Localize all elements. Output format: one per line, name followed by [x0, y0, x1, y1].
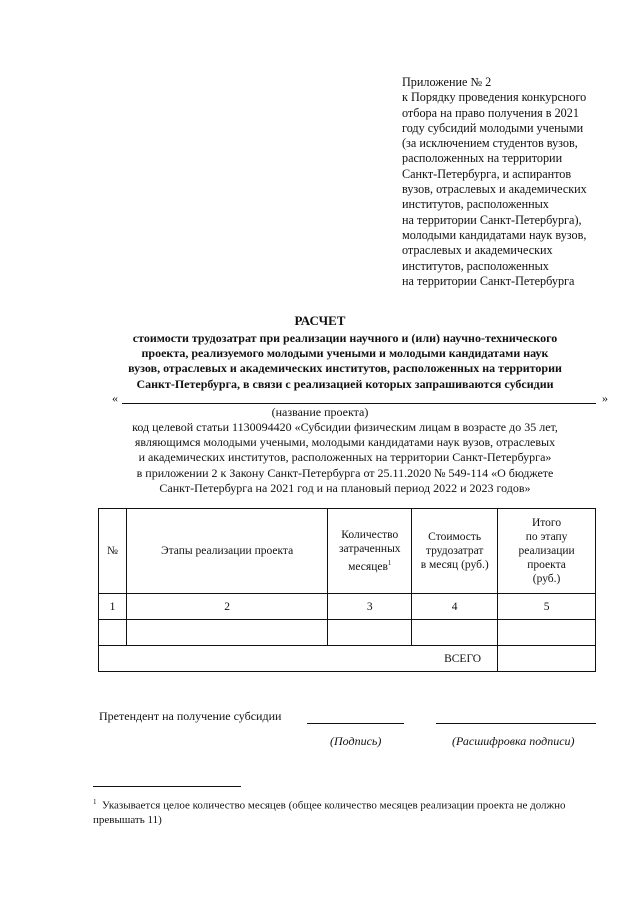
header-months-line: Количество [341, 529, 399, 542]
code-line: код целевой статьи 1130094420 «Субсидии физическим лицам в возрасте до 35 лет, [132, 420, 558, 434]
table-cell[interactable] [498, 620, 596, 646]
appendix-line: институтов, расположенных [402, 197, 549, 212]
code-line: и академических институтов, расположенных на территории Санкт-Петербурга» [138, 450, 552, 465]
header-total-line: проекта [527, 559, 566, 571]
col-number-cell: 5 [498, 594, 596, 620]
code-line: в приложении 2 к Закону Санкт-Петербурга от 25.11.2020 № 549-114 «О бюджете [136, 465, 554, 480]
table-cell[interactable] [126, 620, 327, 646]
subtitle-line: Санкт-Петербурга, в связи с реализацией которых запрашиваются субсидии [136, 376, 554, 391]
header-stages: Этапы реализации проекта [126, 509, 327, 594]
header-cost-line: в месяц (руб.) [420, 559, 489, 571]
header-months-line: затраченных [338, 543, 401, 556]
table-column-numbers-row [99, 594, 596, 620]
appendix-line: на территории Санкт-Петербурга [402, 273, 575, 288]
header-months-line [330, 556, 409, 574]
header-number: № [99, 509, 127, 594]
header-total-line: по этапу [525, 531, 568, 543]
table-cell[interactable] [412, 620, 498, 646]
footnote-text: Указывается целое количество месяцев (общее количество месяцев реализации проекта не должно [102, 799, 566, 812]
quote-close: » [602, 391, 608, 405]
col-number-cell: 3 [328, 594, 412, 620]
header-months [328, 509, 412, 594]
applicant-label: Претендент на получение субсидии [99, 709, 282, 723]
appendix-line: (за исключением студентов вузов, [402, 136, 578, 151]
code-line: являющимся молодыми учеными, молодыми кандидатами наук вузов, отраслевых [134, 435, 556, 450]
header-total-line: Итого [532, 517, 562, 529]
col-number-cell: 2 [126, 594, 327, 620]
appendix-line: институтов, расположенных [402, 258, 549, 273]
signature-line[interactable] [307, 723, 404, 724]
subtitle-line: стоимости трудозатрат при реализации научного и (или) научно-технического [132, 331, 558, 345]
appendix-line: году субсидий молодыми учеными [402, 120, 584, 135]
appendix-line: вузов, отраслевых и академических [402, 182, 587, 197]
signature-decode-line[interactable] [436, 723, 596, 724]
project-name-caption: (название проекта) [271, 405, 369, 419]
col-number-cell: 1 [99, 594, 127, 620]
header-cost-line: трудозатрат [425, 545, 484, 557]
cost-table [98, 508, 596, 672]
header-cost [412, 509, 498, 594]
appendix-line: отбора на право получения в 2021 [402, 105, 579, 120]
code-line: Санкт-Петербурга на 2021 год и на плановый период 2022 и 2023 годов» [159, 480, 531, 495]
project-name-underline [122, 403, 596, 404]
header-total-line: реализации [518, 545, 575, 557]
footnote-line: превышать 11) [93, 813, 162, 826]
signature-caption: (Подпись) [330, 734, 382, 748]
total-value-cell[interactable] [498, 646, 596, 672]
budget-code-text [90, 420, 600, 496]
appendix-line: молодыми кандидатами наук вузов, [402, 227, 587, 242]
col-number-cell: 4 [412, 594, 498, 620]
header-cost-line: Стоимость [428, 531, 482, 543]
appendix-line: к Порядку проведения конкурсного [402, 90, 587, 105]
footnote-line [93, 795, 603, 813]
appendix-line: Санкт-Петербурга, и аспирантов [402, 166, 572, 181]
signature-decode-caption: (Расшифровка подписи) [452, 734, 575, 748]
document-title: РАСЧЕТ [294, 313, 346, 328]
table-total-row [99, 646, 596, 672]
appendix-line: отраслевых и академических [402, 243, 553, 258]
document-subtitle [90, 331, 600, 392]
footnote-ref: 1 [387, 559, 392, 568]
appendix-line: на территории Санкт-Петербурга), [402, 212, 582, 227]
subtitle-line: проекта, реализуемого молодыми учеными и молодыми кандидатами наук [141, 346, 549, 361]
total-label: ВСЕГО [99, 646, 498, 672]
quote-open: « [112, 391, 118, 405]
table-cell[interactable] [99, 620, 127, 646]
header-total [498, 509, 596, 594]
footnote [93, 795, 603, 827]
table-header-row [99, 509, 596, 594]
subtitle-line: вузов, отраслевых и академических институтов, расположенных на территории [128, 361, 562, 376]
table-row [99, 620, 596, 646]
header-months-text: месяцев [348, 560, 388, 573]
header-total-line: (руб.) [532, 573, 561, 585]
appendix-header [402, 75, 632, 289]
table-cell[interactable] [328, 620, 412, 646]
footnote-mark: 1 [93, 798, 97, 806]
footnote-divider [93, 786, 241, 787]
appendix-line: расположенных на территории [402, 151, 563, 166]
appendix-line: Приложение № 2 [402, 75, 492, 89]
